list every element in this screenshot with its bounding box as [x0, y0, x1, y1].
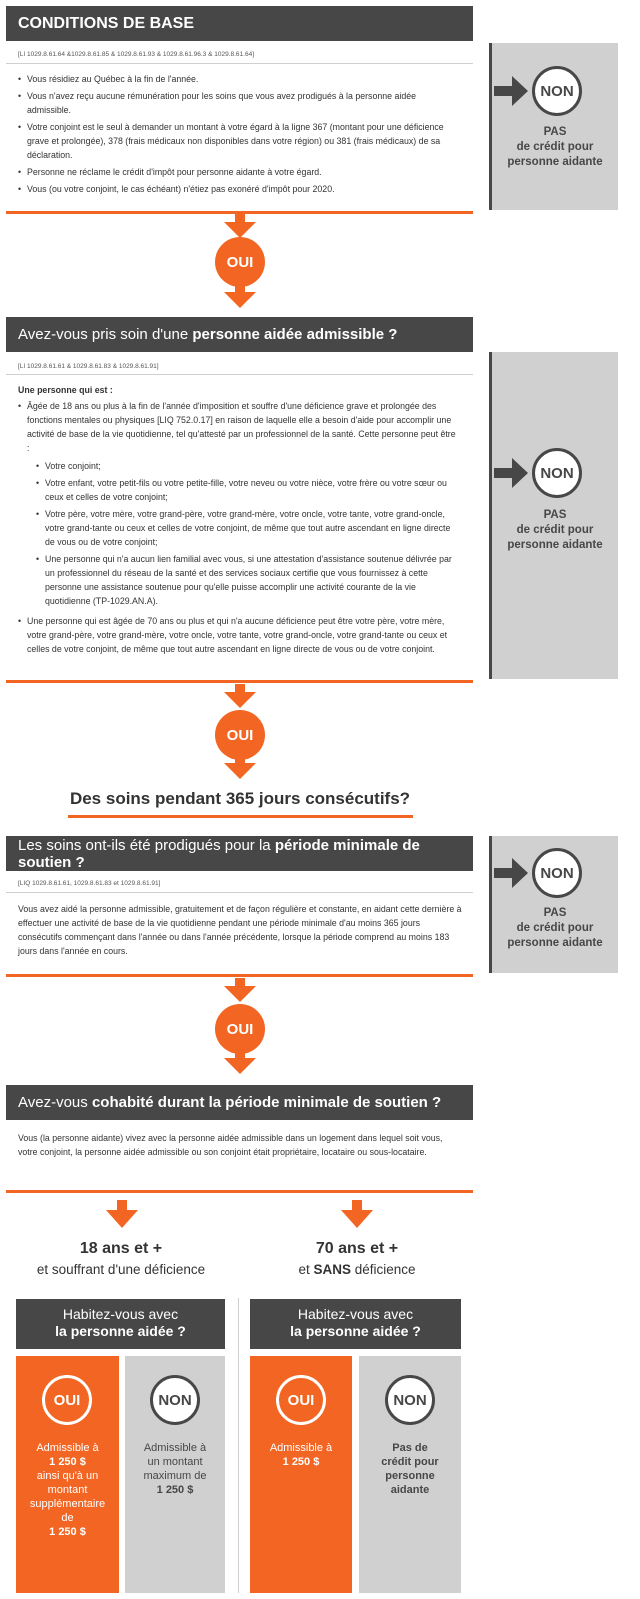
no-credit-panel — [489, 352, 618, 679]
arrow-right-icon — [494, 76, 530, 106]
list-item: • Votre conjoint est le seul à demander un montant à votre égard à la ligne 367 (montant pour une déficience grave et prolongée), 378 (frais médicaux non disponibles dans votre région) ou 381 (frais médicaux) de sa déclaration. — [18, 120, 458, 162]
branch-left-title — [0, 1240, 242, 1277]
arrow-down-icon — [224, 978, 256, 1002]
branch-right-title — [237, 1240, 477, 1277]
non-circle: NON — [532, 448, 582, 498]
non-circle: NON — [532, 848, 582, 898]
list-item: • Votre conjoint; — [27, 459, 458, 473]
right-non-box — [359, 1356, 461, 1593]
cohabitation-text: Vous (la personne aidante) vivez avec la personne aidée admissible dans un logement dans lequel soit vous, votre conjoint, la personne aidée admissible ou son conjoint était propriétaire, locataire ou sous-locataire. — [18, 1133, 443, 1157]
legal-reference: [LIQ 1029.8.61.61, 1029.8.61.83 et 1029.8.61.91] — [18, 880, 161, 887]
list-item: • Vous (ou votre conjoint, le cas échéant) n'étiez pas exonéré d'impôt pour 2020. — [18, 182, 458, 196]
non-circle: NON — [385, 1375, 435, 1425]
divider — [6, 63, 473, 64]
arrow-down-icon — [224, 684, 256, 708]
support-period-text: Vous avez aidé la personne admissible, gratuitement et de façon régulière et constante, en aidant cette dernière à effectuer une activité de base de la vie quotidienne pendant une période minimale d'au moins 365 jours consécutifs commençant dans l'année ou dans l'année précédente, lorsque la période comprend au moins 183 jours dans l'année en cours. — [18, 904, 462, 956]
section-title: CONDITIONS DE BASE — [18, 14, 195, 32]
arrow-down-icon — [106, 1200, 138, 1228]
oui-result-text: Admissible à 1 250 $ ainsi qu'à un montant supplémentaire de 1 250 $ — [29, 1442, 106, 1538]
arrow-down-icon — [224, 286, 256, 308]
arrow-down-icon — [224, 214, 256, 238]
list-item: • Une personne qui est âgée de 70 ans ou plus et qui n'a aucune déficience peut être votre père, votre mère, votre grand-père, votre grand-mère, votre oncle, votre tante, votre grand-oncle, votre grand-tante ou ceux et celles de votre conjoint, de même que tout autre ascendant en ligne directe de vous ou de votre conjoint. — [18, 614, 458, 656]
non-circle: NON — [532, 66, 582, 116]
oui-circle: OUI — [215, 1004, 265, 1054]
section-bottom-line — [6, 974, 473, 977]
basic-conditions-list — [18, 72, 458, 199]
arrow-right-icon — [494, 858, 530, 888]
live-with-question-header: Habitez-vous avec la personne aidée ? — [16, 1299, 225, 1349]
divider — [6, 374, 473, 375]
no-credit-panel — [489, 836, 618, 973]
live-with-question-header: Habitez-vous avec la personne aidée ? — [250, 1299, 461, 1349]
branch-divider — [238, 1298, 239, 1593]
arrow-right-icon — [494, 458, 530, 488]
list-item: • Une personne qui n'a aucun lien familial avec vous, si une attestation d'assistance soutenue délivrée par un professionnel du réseau de la santé et des services sociaux certifie que vous fournissez à cette personne une assistance soutenue pour qu'elle puisse accomplir une activité courante de la vie quotidienne (TP-1029.AN.A). — [27, 552, 458, 608]
eligible-person-list — [18, 399, 458, 659]
no-credit-panel — [489, 43, 618, 210]
no-credit-text: PAS de crédit pour personne aidante — [507, 509, 603, 551]
list-item: • Votre père, votre mère, votre grand-père, votre grand-mère, votre oncle, votre tante, votre grand-oncle, votre grand-tante ou ceux et celles de votre conjoint, de même que tout autre ascendant en ligne directe de vous ou de votre conjoint; — [27, 507, 458, 549]
arrow-down-icon — [224, 757, 256, 779]
left-non-box — [125, 1356, 225, 1593]
branch-title: 18 ans et + — [79, 1240, 163, 1257]
arrow-down-icon — [341, 1200, 373, 1228]
non-circle: NON — [150, 1375, 200, 1425]
list-item: • Votre enfant, votre petit-fils ou votre petite-fille, votre neveu ou votre nièce, votre frère ou votre sœur ou ceux et celles de votre conjoint; — [27, 476, 458, 504]
oui-result-text: Admissible à 1 250 $ — [269, 1442, 333, 1468]
section-basic-conditions-header — [6, 6, 473, 41]
right-oui-box — [250, 1356, 352, 1593]
section-support-period-header — [6, 836, 473, 871]
section-bottom-line — [6, 680, 473, 683]
left-oui-box — [16, 1356, 119, 1593]
section-eligible-person-header — [6, 317, 473, 352]
legal-reference: [LI 1029.8.61.64 &1029.8.61.85 & 1029.8.61.93 & 1029.8.61.96.3 & 1029.8.61.64] — [18, 51, 255, 58]
eligible-person-intro: Une personne qui est : — [18, 385, 113, 395]
branch-subtitle: et souffrant d'une déficience — [36, 1262, 206, 1277]
list-item: • Vous résidiez au Québec à la fin de l'année. — [18, 72, 458, 86]
section-title: Avez-vous pris soin d'une personne aidée admissible ? — [18, 326, 398, 343]
branch-subtitle: et SANS déficience — [298, 1262, 416, 1277]
non-result-text: Admissible à un montant maximum de 1 250 $ — [143, 1442, 207, 1496]
list-item: • Personne ne réclame le crédit d'impôt pour personne aidante à votre égard. — [18, 165, 458, 179]
list-item: • Âgée de 18 ans ou plus à la fin de l'année d'imposition et souffre d'une déficience grave et prolongée des fonctions mentales ou physiques [LIQ 752.0.17] en raison de laquelle elle a besoin d'aide pour accomplir une activité de base de la vie quotidienne, tel qu'attesté par un professionnel de la santé. Cette personne peut être : • Votre conjoint; • Votre enfant, votre petit-fils ou votre petite-fille, votre neveu ou votre nièce, votre frère ou votre sœur ou ceux et celles de votre conjoint; • Votre père, votre mère, votre grand-père, votre grand-mère, votre oncle, votre tante, votre grand-oncle, votre grand-tante ou ceux et celles de votre conjoint, de même que tout autre ascendant en ligne directe de vous ou de votre conjoint; • Une personne qui n'a aucun lien familial avec vous, si une attestation d'assistance soutenue délivrée par un professionnel du réseau de la santé et des services sociaux certifie que vous fournissez à cette personne une assistance soutenue pour qu'elle puisse accomplir une activité courante de la vie quotidienne (TP-1029.AN.A). — [18, 399, 458, 608]
section-title: Les soins ont-ils été prodigués pour la période minimale de soutien ? — [18, 836, 420, 871]
oui-circle: OUI — [215, 237, 265, 287]
heading-underline — [68, 815, 413, 818]
legal-reference: [LI 1029.8.61.61 & 1029.8.61.83 & 1029.8.61.91] — [18, 363, 159, 370]
oui-circle: OUI — [276, 1375, 326, 1425]
list-item: • Vous n'avez reçu aucune rémunération pour les soins que vous avez prodigués à la personne aidée admissible. — [18, 89, 458, 117]
section-bottom-line — [6, 1190, 473, 1193]
care-period-heading: Des soins pendant 365 jours consécutifs? — [69, 789, 411, 808]
no-credit-text: PAS de crédit pour personne aidante — [507, 126, 603, 168]
oui-circle: OUI — [42, 1375, 92, 1425]
section-title: Avez-vous cohabité durant la période minimale de soutien ? — [18, 1094, 442, 1111]
non-result-text: Pas de crédit pour personne aidante — [381, 1442, 439, 1496]
sub-list — [27, 459, 458, 608]
no-credit-text: PAS de crédit pour personne aidante — [507, 907, 603, 949]
oui-circle: OUI — [215, 710, 265, 760]
divider — [6, 892, 473, 893]
section-cohabitation-header — [6, 1085, 473, 1120]
branch-title: 70 ans et + — [315, 1240, 399, 1257]
arrow-down-icon — [224, 1052, 256, 1074]
